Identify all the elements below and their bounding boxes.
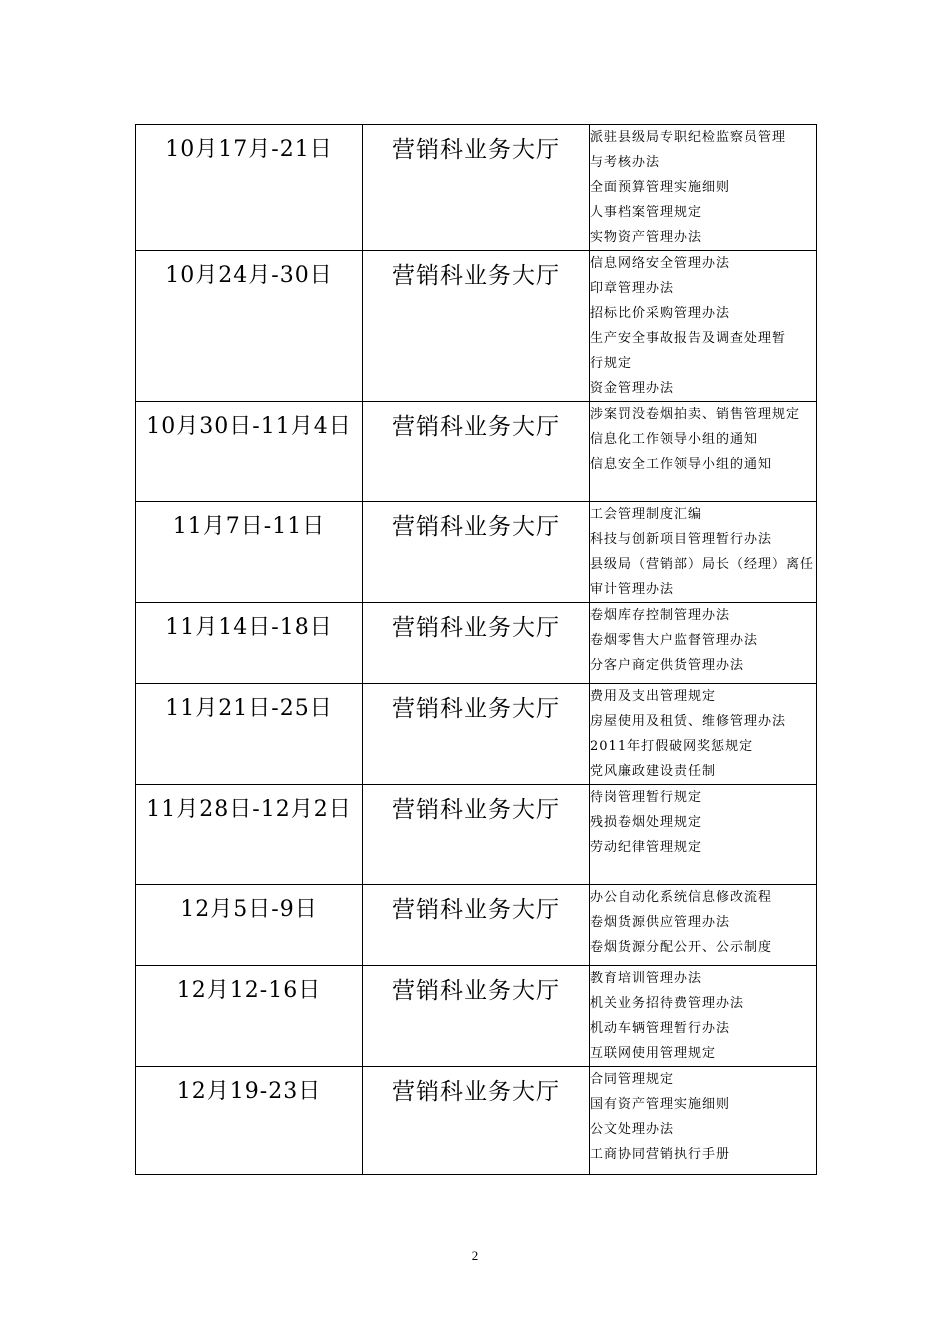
location-cell: 营销科业务大厅 (363, 966, 590, 1067)
document-title: 卷烟零售大户监督管理办法 (590, 633, 759, 648)
table-row (136, 402, 817, 502)
document-title: 办公自动化系统信息修改流程 (590, 890, 773, 905)
table-row (136, 125, 817, 251)
document-title: 分客户商定供货管理办法 (590, 658, 745, 673)
document-title: 工会管理制度汇编 (590, 507, 703, 522)
document-title: 与考核办法 (590, 155, 661, 170)
table-row (136, 251, 817, 402)
documents-cell (590, 785, 817, 885)
location-cell: 营销科业务大厅 (363, 125, 590, 251)
date-range-cell: 10月30日-11月4日 (136, 402, 363, 502)
document-title: 生产安全事故报告及调查处理暂 (590, 331, 787, 346)
document-title: 卷烟库存控制管理办法 (590, 608, 731, 623)
location-cell: 营销科业务大厅 (363, 785, 590, 885)
document-title: 工商协同营销执行手册 (590, 1147, 731, 1162)
documents-cell (590, 125, 817, 251)
documents-cell (590, 603, 817, 684)
location-cell: 营销科业务大厅 (363, 684, 590, 785)
schedule-table (135, 124, 817, 1175)
date-range-cell: 10月24月-30日 (136, 251, 363, 402)
date-range-cell: 10月17月-21日 (136, 125, 363, 251)
table-row (136, 966, 817, 1067)
document-title: 信息安全工作领导小组的通知 (590, 457, 773, 472)
table-row (136, 1067, 817, 1175)
documents-cell (590, 502, 817, 603)
document-title: 2011年打假破网奖惩规定 (590, 739, 754, 754)
document-title: 涉案罚没卷烟拍卖、销售管理规定 (590, 407, 801, 422)
documents-cell (590, 402, 817, 502)
documents-cell (590, 684, 817, 785)
location-cell: 营销科业务大厅 (363, 502, 590, 603)
documents-cell (590, 966, 817, 1067)
date-range-cell: 11月28日-12月2日 (136, 785, 363, 885)
date-range-cell: 12月12-16日 (136, 966, 363, 1067)
document-title: 房屋使用及租赁、维修管理办法 (590, 714, 787, 729)
documents-cell (590, 1067, 817, 1175)
date-range-cell: 11月14日-18日 (136, 603, 363, 684)
date-range-cell: 11月7日-11日 (136, 502, 363, 603)
location-cell: 营销科业务大厅 (363, 603, 590, 684)
document-title: 信息化工作领导小组的通知 (590, 432, 759, 447)
document-title: 实物资产管理办法 (590, 230, 703, 245)
schedule-table-body (136, 125, 817, 1175)
location-cell: 营销科业务大厅 (363, 402, 590, 502)
document-title: 费用及支出管理规定 (590, 689, 717, 704)
document-title: 审计管理办法 (590, 582, 675, 597)
document-title: 卷烟货源分配公开、公示制度 (590, 940, 773, 955)
document-title: 科技与创新项目管理暂行办法 (590, 532, 773, 547)
document-title: 县级局（营销部）局长（经理）离任 (590, 557, 815, 572)
date-range-cell: 11月21日-25日 (136, 684, 363, 785)
document-title: 待岗管理暂行规定 (590, 790, 703, 805)
table-row (136, 885, 817, 966)
document-title: 资金管理办法 (590, 381, 675, 396)
documents-cell (590, 251, 817, 402)
document-title: 派驻县级局专职纪检监察员管理 (590, 130, 787, 145)
document-title: 合同管理规定 (590, 1072, 675, 1087)
table-row (136, 785, 817, 885)
document-title: 印章管理办法 (590, 281, 675, 296)
location-cell: 营销科业务大厅 (363, 885, 590, 966)
document-title: 互联网使用管理规定 (590, 1046, 717, 1061)
date-range-cell: 12月5日-9日 (136, 885, 363, 966)
document-title: 招标比价采购管理办法 (590, 306, 731, 321)
document-title: 党风廉政建设责任制 (590, 764, 717, 779)
documents-cell (590, 885, 817, 966)
document-title: 劳动纪律管理规定 (590, 840, 703, 855)
document-title: 公文处理办法 (590, 1122, 675, 1137)
table-row (136, 684, 817, 785)
location-cell: 营销科业务大厅 (363, 1067, 590, 1175)
document-title: 机动车辆管理暂行办法 (590, 1021, 731, 1036)
document-title: 残损卷烟处理规定 (590, 815, 703, 830)
table-row (136, 603, 817, 684)
document-title: 信息网络安全管理办法 (590, 256, 731, 271)
document-title: 行规定 (590, 356, 633, 371)
location-cell: 营销科业务大厅 (363, 251, 590, 402)
document-title: 全面预算管理实施细则 (590, 180, 731, 195)
table-row (136, 502, 817, 603)
document-title: 国有资产管理实施细则 (590, 1097, 731, 1112)
page-number: 2 (471, 1248, 479, 1263)
document-title: 人事档案管理规定 (590, 205, 703, 220)
document-title: 卷烟货源供应管理办法 (590, 915, 731, 930)
date-range-cell: 12月19-23日 (136, 1067, 363, 1175)
document-title: 机关业务招待费管理办法 (590, 996, 745, 1011)
document-title: 教育培训管理办法 (590, 971, 703, 986)
